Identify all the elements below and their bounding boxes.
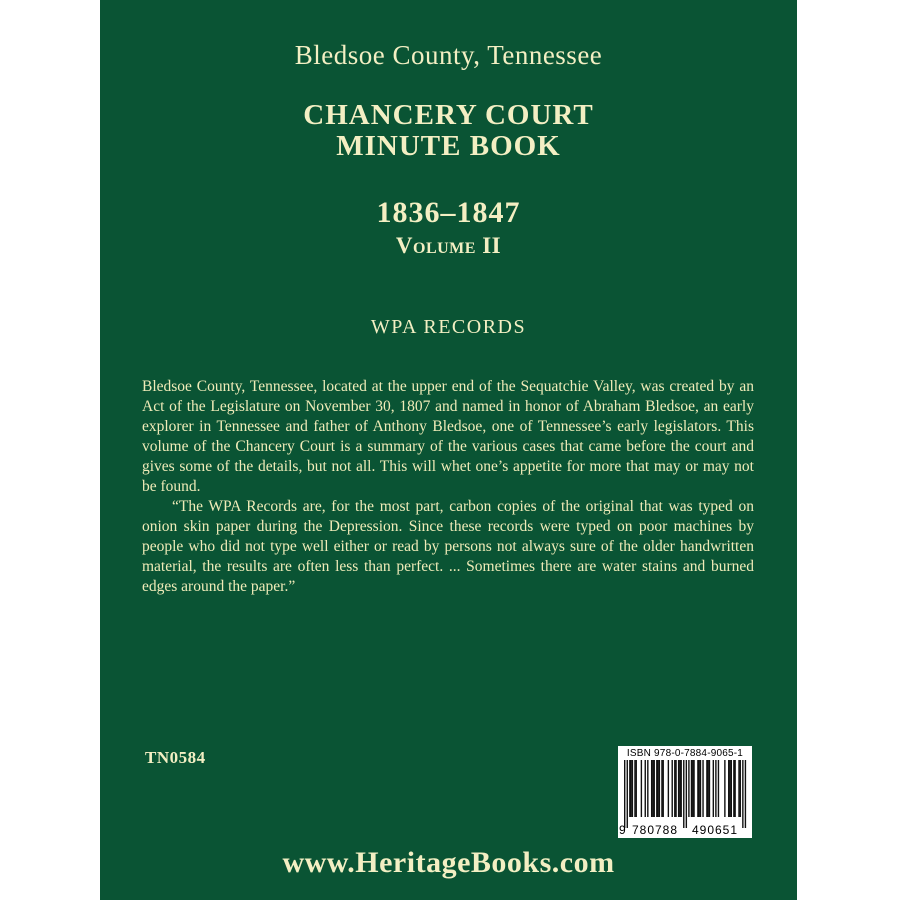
barcode-digit-group-left: 780788 bbox=[631, 823, 679, 836]
barcode-bars bbox=[624, 760, 746, 828]
description-paragraph-2: “The WPA Records are, for the most part, carbon copies of the original that was typed on onion skin paper during the Depression. Since these records were typed on poor machines by people who did not type well either or read by persons not always sure of the older handwritten material, the results are often less than perfect. ... Sometimes there are water stains and burned edges around the paper.” bbox=[142, 498, 754, 595]
website-url: www.HeritageBooks.com bbox=[282, 846, 615, 879]
book-title-line-2: MINUTE BOOK bbox=[336, 130, 561, 162]
book-back-cover bbox=[100, 0, 797, 900]
isbn-label: ISBN 978-0-7884-9065-1 bbox=[626, 748, 744, 759]
description-text bbox=[142, 377, 754, 597]
book-title bbox=[100, 100, 797, 162]
barcode-digit-group-right: 490651 bbox=[691, 823, 739, 836]
date-range: 1836–1847 bbox=[376, 196, 521, 229]
records-type-label: WPA RECORDS bbox=[370, 316, 527, 338]
book-title-line-1: CHANCERY COURT bbox=[303, 99, 594, 131]
volume-label: Volume II bbox=[395, 233, 502, 258]
catalog-code: TN0584 bbox=[145, 748, 206, 767]
barcode-digit-first: 9 bbox=[619, 823, 627, 836]
region-label: Bledsoe County, Tennessee bbox=[294, 40, 603, 70]
barcode-box bbox=[618, 746, 752, 838]
ean-barcode-icon bbox=[618, 760, 752, 836]
description-paragraph-1: Bledsoe County, Tennessee, located at the upper end of the Sequatchie Valley, was created by an Act of the Legislature on November 30, 1807 and named in honor of Abraham Bledsoe, an early explorer in Tennessee and father of Anthony Bledsoe, one of Tennessee’s early legislators. This volume of the Chancery Court is a summary of the various cases that came before the court and gives some of the details, but not all. This will whet one’s appetite for more that may or may not be found. bbox=[142, 378, 754, 495]
